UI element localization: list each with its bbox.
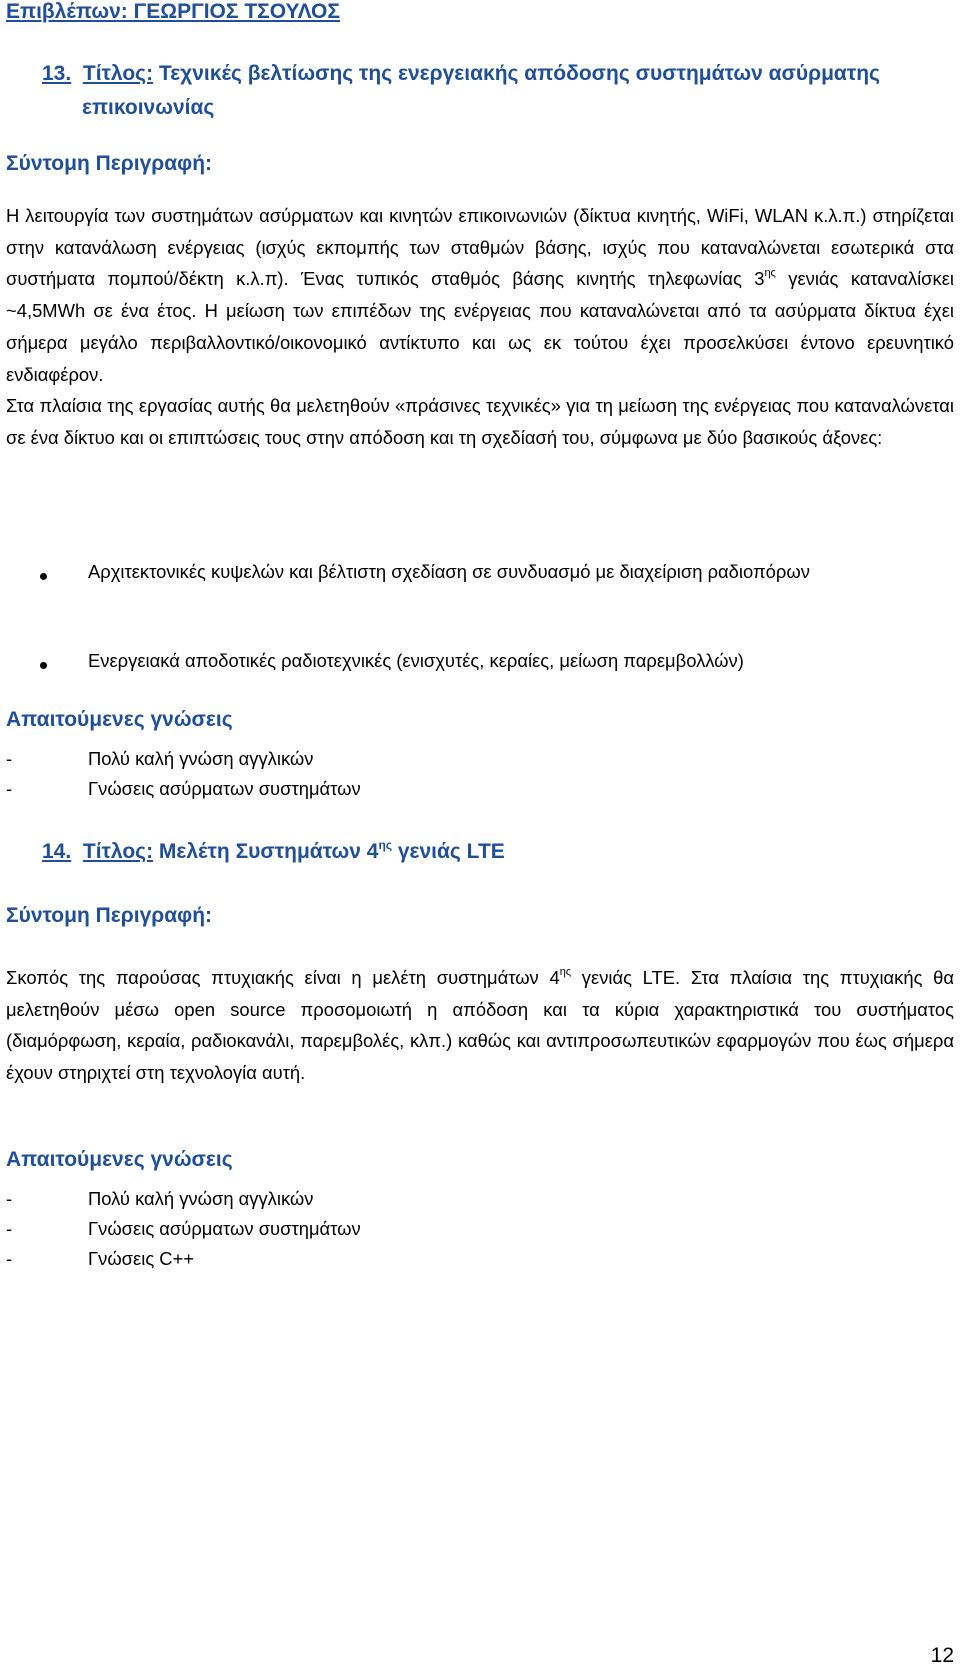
page-number: 12	[930, 1644, 954, 1667]
topic-14-paragraph-1	[6, 962, 954, 1089]
requirement-text: Γνώσεις ασύρματων συστημάτων	[88, 1218, 361, 1239]
topic-14-title-post: γενιάς LTE	[392, 840, 505, 863]
topic-13-title	[42, 62, 880, 86]
topic-14-requirements-heading: Απαιτούμενες γνώσεις	[6, 1148, 233, 1171]
topic-13-title-text-line1: Τεχνικές βελτίωσης της ενεργειακής απόδοσης συστημάτων ασύρματης	[158, 62, 880, 85]
topic-14-title-superscript: ης	[378, 838, 393, 852]
topic-13-number: 13.	[42, 62, 72, 85]
topic-13-bullet-1: Αρχιτεκτονικές κυψελών και βέλτιστη σχεδίαση σε συνδυασμό με διαχείριση ραδιοπόρων	[88, 561, 810, 582]
topic-14-requirement-item	[6, 1188, 313, 1210]
topic-14-para1-text: Σκοπός της παρούσας πτυχιακής είναι η μελέτη συστημάτων 4	[6, 967, 560, 988]
topic-14-requirement-item	[6, 1248, 194, 1270]
topic-13-short-desc-heading: Σύντομη Περιγραφή:	[6, 152, 213, 175]
topic-13-title-line2: επικοινωνίας	[82, 96, 215, 119]
requirement-text: Πολύ καλή γνώση αγγλικών	[88, 1188, 314, 1209]
dash-marker: -	[6, 1218, 13, 1239]
topic-13-title-label: Τίτλος:	[82, 62, 154, 85]
dash-marker: -	[6, 1188, 13, 1209]
bullet-dot	[40, 573, 47, 580]
bullet-dot	[40, 662, 47, 669]
supervisor-line: Επιβλέπων: ΓΕΩΡΓΙΟΣ ΤΣΟΥΛΟΣ	[6, 0, 340, 23]
requirement-text: Γνώσεις ασύρματων συστημάτων	[88, 778, 361, 799]
topic-13-para1-text: Η λειτουργία των συστημάτων ασύρματων και κινητών επικοινωνιών (δίκτυα κινητής, WiFi, WLAN κ.λ.π.) στηρίζεται στην κατανάλωση ενέργειας (ισχύς εκπομπής των σταθμών βάσης, ισχύς που καταναλώνεται εσωτερικά στα συστήματα πομπού/δέκτη κ.λ.π). Ένας τυπικός σταθμός βάσης κινητής τηλεφωνίας 3	[6, 205, 954, 290]
topic-13-para1-superscript: ης	[764, 267, 776, 280]
dash-marker: -	[6, 748, 13, 769]
dash-marker: -	[6, 778, 13, 799]
topic-14-title-label: Τίτλος:	[82, 840, 154, 863]
topic-13-requirement-item	[6, 778, 361, 800]
topic-14-para1-tail: γενιάς LTE. Στα πλαίσια της πτυχιακής θα μελετηθούν μέσω open source προσομοιωτή η απόδοση και τα κύρια χαρακτηριστικά του συστήματος (διαμόρφωση, κεραία, ραδιοκανάλι, παρεμβολές, κλπ.) καθώς και αντιπροσωπευτικών εφαρμογών που έως σήμερα έχουν στηριχτεί στη τεχνολογία αυτή.	[6, 967, 955, 1084]
topic-14-short-desc-heading: Σύντομη Περιγραφή:	[6, 904, 213, 927]
dash-marker: -	[6, 1248, 13, 1269]
topic-14-title	[42, 838, 505, 864]
topic-13-paragraph-1	[6, 200, 954, 390]
requirement-text: Γνώσεις C++	[88, 1248, 195, 1269]
topic-14-requirement-item	[6, 1218, 361, 1240]
topic-14-number: 14.	[42, 840, 72, 863]
topic-13-description	[6, 200, 954, 454]
topic-13-para1-tail: γενιάς καταναλίσκει ~4,5MWh σε ένα έτος. Η μείωση των επιπέδων της ενέργειας που καταναλώνεται από τα ασύρματα δίκτυα έχει σήμερα μεγάλο περιβαλλοντικό/οικονομικό αντίκτυπο και ως εκ τούτου έχει προσελκύσει έντονο ερευνητικό ενδιαφέρον.	[6, 268, 954, 385]
topic-13-bullet-2: Ενεργειακά αποδοτικές ραδιοτεχνικές (ενισχυτές, κεραίες, μείωση παρεμβολλών)	[88, 650, 744, 671]
topic-14-title-pre: Μελέτη Συστημάτων 4	[158, 840, 379, 863]
topic-13-paragraph-2: Στα πλαίσια της εργασίας αυτής θα μελετηθούν «πράσινες τεχνικές» για τη μείωση της ενέργειας που καταναλώνεται σε ένα δίκτυο και οι επιπτώσεις τους στην απόδοση και τη σχεδίασή του, σύμφωνα με δύο βασικούς άξονες:	[6, 395, 954, 448]
topic-13-requirements-heading: Απαιτούμενες γνώσεις	[6, 708, 233, 731]
topic-14-description	[6, 962, 954, 1089]
topic-14-para1-superscript: ης	[559, 966, 572, 978]
requirement-text: Πολύ καλή γνώση αγγλικών	[88, 748, 314, 769]
topic-13-requirement-item	[6, 748, 313, 770]
